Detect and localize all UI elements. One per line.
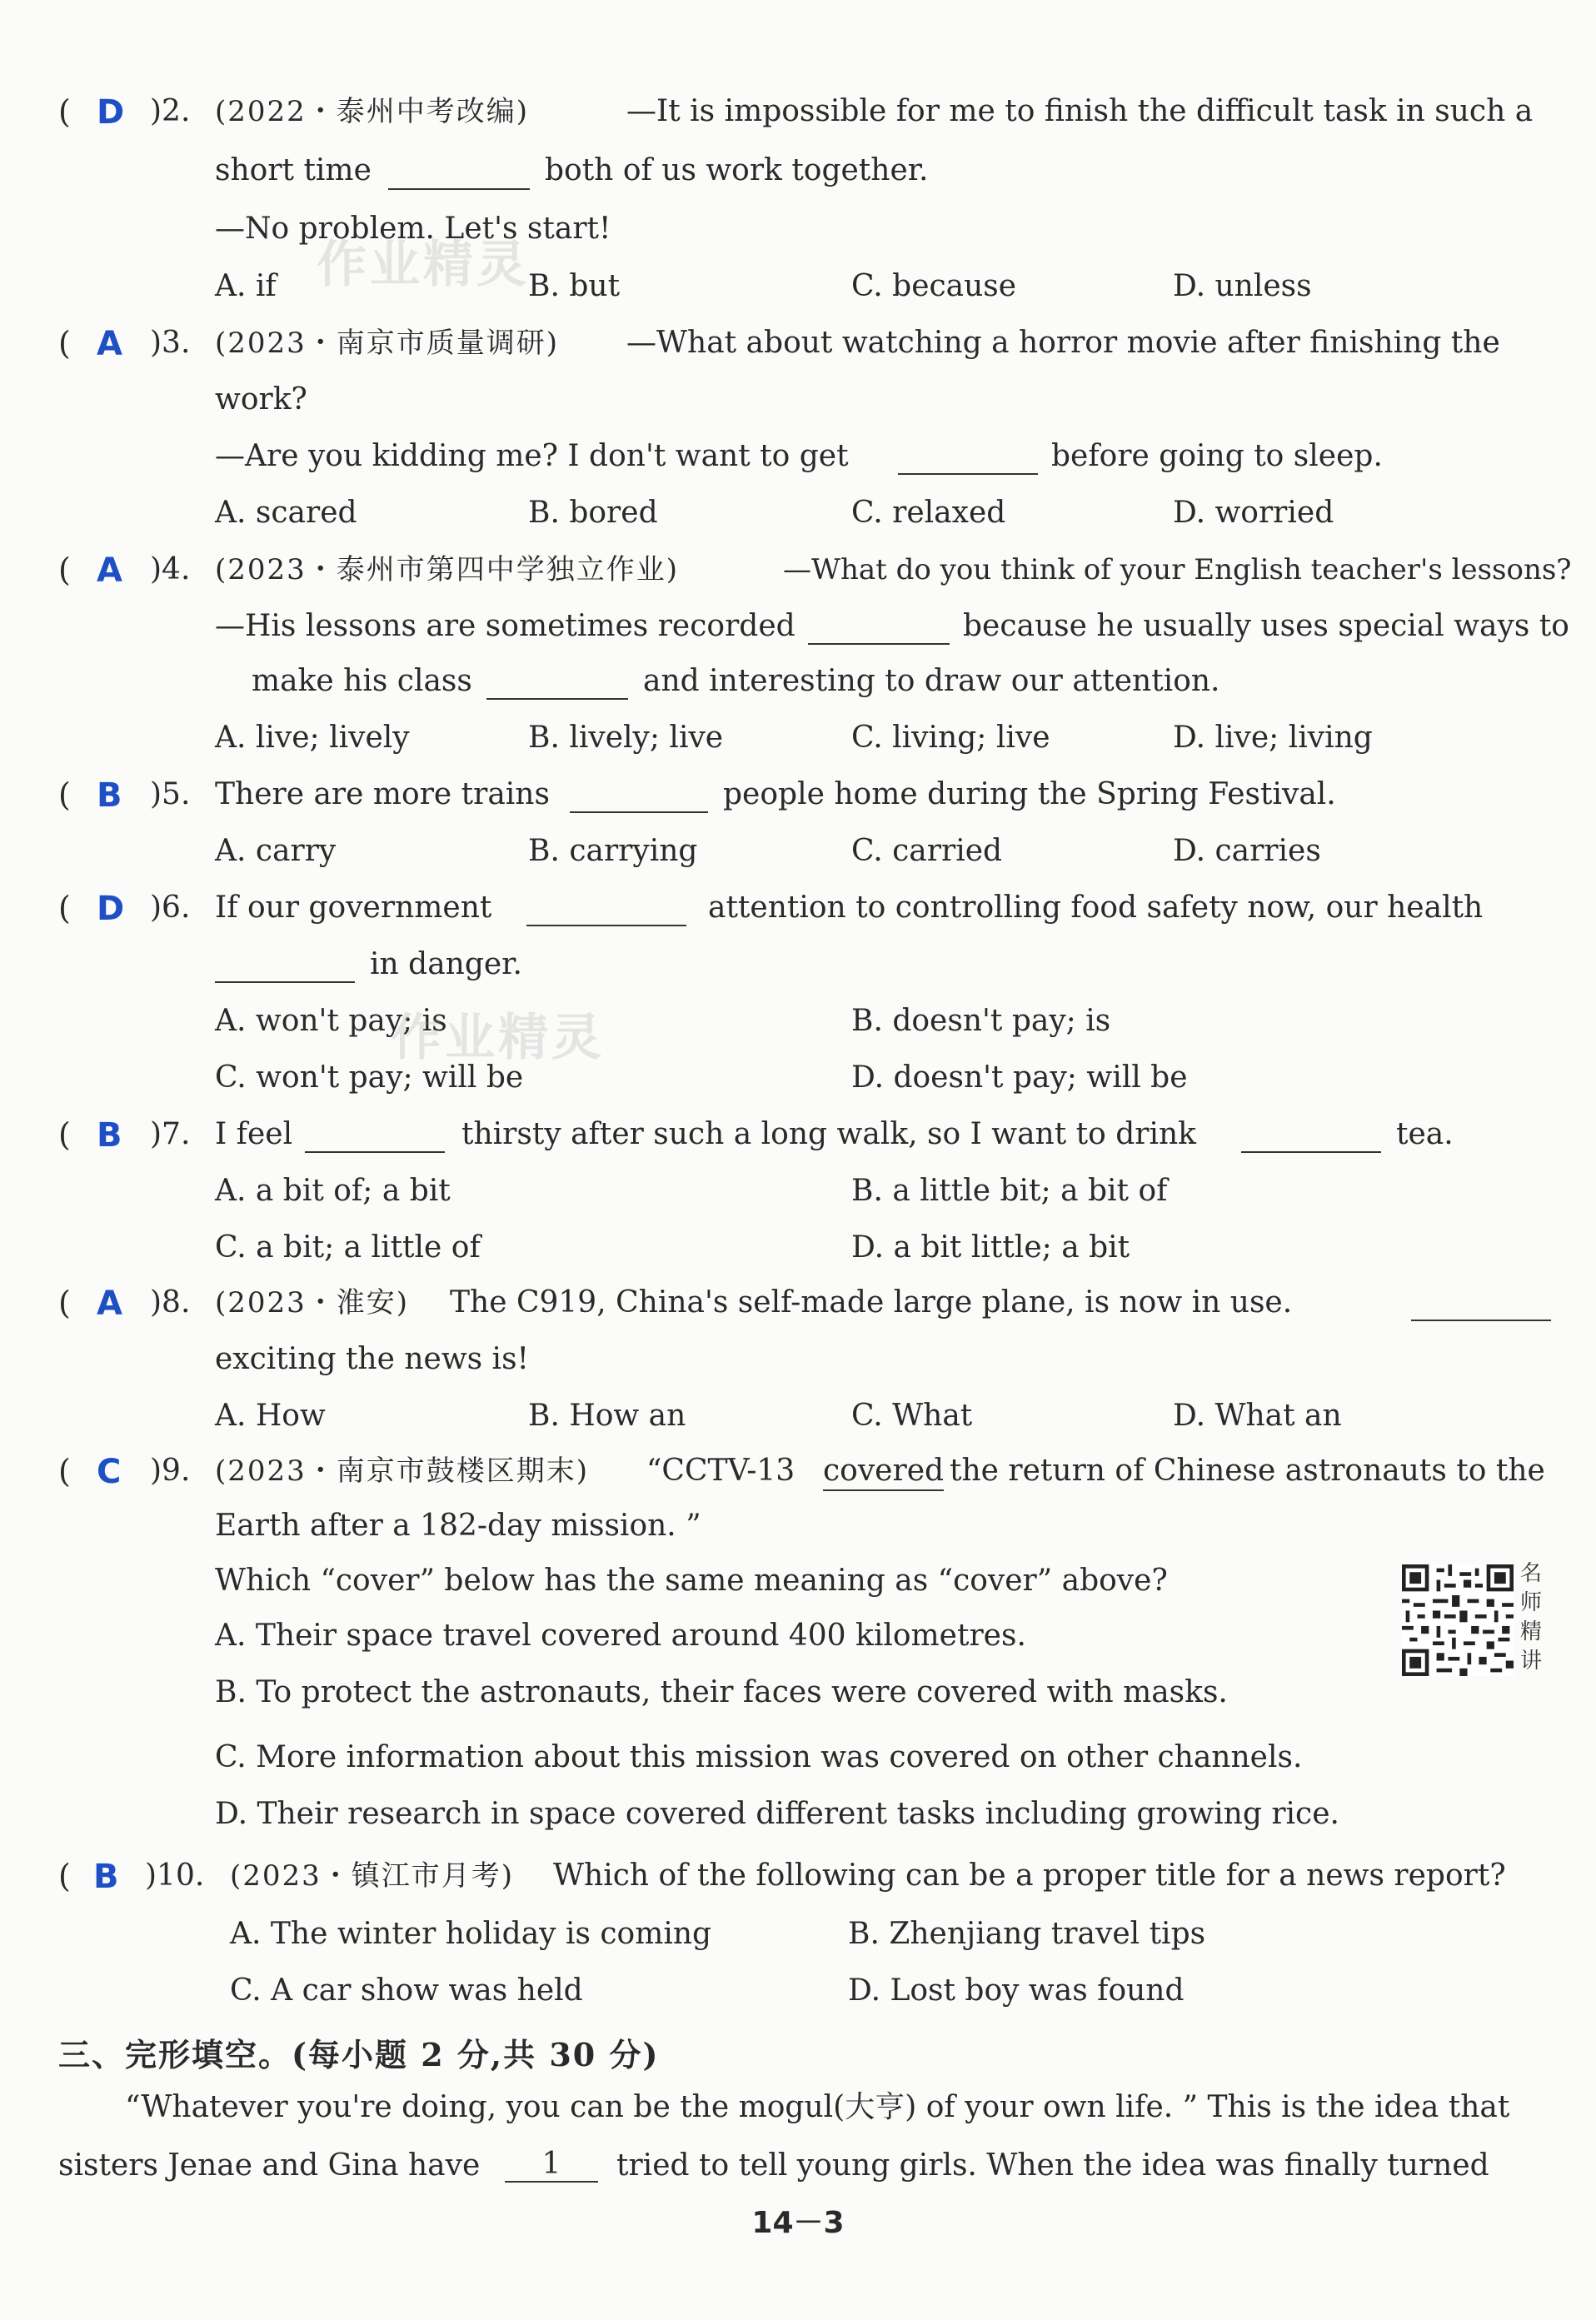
question-text: Earth after a 182-day mission. ” xyxy=(215,1509,701,1543)
watermark-text: 作业精灵 xyxy=(317,236,530,294)
option-d[interactable]: D. Lost boy was found xyxy=(848,1973,1185,2008)
question-text: —No problem. Let's start! xyxy=(215,212,611,246)
answer-q4: A xyxy=(97,551,122,590)
option-b[interactable]: B. Zhenjiang travel tips xyxy=(848,1917,1206,1951)
question-number: )4. xyxy=(150,552,191,586)
option-b[interactable]: B. a little bit; a bit of xyxy=(851,1174,1168,1208)
answer-q8: A xyxy=(97,1285,122,1323)
question-text: —It is impossible for me to finish the difficult task in such a xyxy=(626,94,1534,128)
question-text: make his class xyxy=(252,664,472,698)
answer-paren-open: ( xyxy=(58,776,71,813)
question-text: exciting the news is! xyxy=(215,1342,530,1376)
option-b[interactable]: B. How an xyxy=(528,1399,686,1433)
option-d[interactable]: D. carries xyxy=(1173,834,1321,868)
option-c[interactable]: C. living; live xyxy=(851,721,1050,755)
question-text: —Are you kidding me? I don't want to get xyxy=(215,439,849,473)
option-a[interactable]: A. won't pay; is xyxy=(215,1004,447,1038)
answer-blank[interactable] xyxy=(486,673,628,700)
answer-q6: D xyxy=(97,890,125,928)
option-c[interactable]: C. a bit; a little of xyxy=(215,1230,481,1265)
option-b[interactable]: B. carrying xyxy=(528,834,698,868)
question-text: before going to sleep. xyxy=(1051,439,1383,473)
answer-paren-open: ( xyxy=(58,1453,71,1489)
question-text: both of us work together. xyxy=(545,153,929,187)
question-text: —What do you think of your English teacher's lessons? xyxy=(783,553,1572,586)
answer-paren-open: ( xyxy=(58,551,71,588)
qr-label: 名师精讲 xyxy=(1520,1561,1543,1674)
option-d[interactable]: D. doesn't pay; will be xyxy=(851,1060,1188,1095)
question-text: Which of the following can be a proper title for a news report? xyxy=(553,1858,1506,1893)
option-c[interactable]: C. More information about this mission was covered on other channels. xyxy=(215,1740,1303,1774)
option-d[interactable]: D. live; living xyxy=(1173,721,1373,755)
option-c[interactable]: C. carried xyxy=(851,834,1003,868)
page-number: 14－3 xyxy=(751,2206,845,2240)
option-d[interactable]: D. unless xyxy=(1173,269,1312,303)
question-source: (2023・南京市鼓楼区期末) xyxy=(215,1454,590,1488)
answer-blank[interactable] xyxy=(388,163,530,190)
answer-paren-open: ( xyxy=(58,890,71,926)
answer-paren-open: ( xyxy=(58,1116,71,1153)
question-text: thirsty after such a long walk, so I want to drink xyxy=(461,1117,1196,1151)
question-source: (2023・镇江市月考) xyxy=(230,1859,515,1893)
answer-q10: B xyxy=(93,1858,119,1896)
question-text: I feel xyxy=(215,1117,293,1151)
option-b[interactable]: B. bored xyxy=(528,496,658,530)
option-c[interactable]: C. What xyxy=(851,1399,973,1433)
answer-paren-open: ( xyxy=(58,1858,71,1894)
question-number: )3. xyxy=(150,326,191,360)
question-number: )5. xyxy=(150,777,191,811)
answer-blank[interactable] xyxy=(526,900,686,926)
option-a[interactable]: A. How xyxy=(215,1399,326,1433)
question-text: because he usually uses special ways to xyxy=(963,609,1569,643)
answer-blank[interactable] xyxy=(215,956,355,983)
question-text: the return of Chinese astronauts to the xyxy=(950,1454,1545,1488)
answer-paren-open: ( xyxy=(58,93,71,130)
answer-blank[interactable] xyxy=(570,786,708,813)
option-a[interactable]: A. scared xyxy=(215,496,357,530)
question-text: work? xyxy=(215,382,307,417)
answer-q3: A xyxy=(97,325,122,363)
question-source: (2023・泰州市第四中学独立作业) xyxy=(215,553,680,586)
question-text: —What about watching a horror movie after finishing the xyxy=(626,326,1500,360)
question-text: people home during the Spring Festival. xyxy=(723,777,1336,811)
option-a[interactable]: A. Their space travel covered around 400 kilometres. xyxy=(215,1619,1026,1653)
answer-blank[interactable] xyxy=(305,1126,445,1153)
question-text: Which “cover” below has the same meaning as “cover” above? xyxy=(215,1564,1168,1598)
question-source: (2023・南京市质量调研) xyxy=(215,327,560,360)
qr-code-icon[interactable] xyxy=(1402,1564,1514,1676)
answer-q2: D xyxy=(97,93,125,132)
question-text: There are more trains xyxy=(215,777,550,811)
option-b[interactable]: B. doesn't pay; is xyxy=(851,1004,1111,1038)
passage-text: tried to tell young girls. When the idea was finally turned xyxy=(616,2148,1489,2183)
option-a[interactable]: A. carry xyxy=(215,834,337,868)
question-number: )7. xyxy=(150,1117,191,1151)
option-d[interactable]: D. What an xyxy=(1173,1399,1342,1433)
watermark-text: 作业精灵 xyxy=(392,1009,605,1067)
question-number: )2. xyxy=(150,94,191,128)
answer-q7: B xyxy=(97,1116,122,1155)
option-d[interactable]: D. Their research in space covered different tasks including growing rice. xyxy=(215,1797,1339,1831)
question-text: in danger. xyxy=(370,947,522,981)
answer-q9: C xyxy=(97,1453,122,1491)
option-c[interactable]: C. won't pay; will be xyxy=(215,1060,524,1095)
answer-paren-open: ( xyxy=(58,325,71,362)
question-text: and interesting to draw our attention. xyxy=(643,664,1220,698)
question-number: )9. xyxy=(150,1454,191,1488)
answer-blank[interactable] xyxy=(898,448,1038,475)
cloze-blank-1[interactable]: 1 xyxy=(505,2148,598,2183)
option-b[interactable]: B. To protect the astronauts, their faces were covered with masks. xyxy=(215,1675,1228,1709)
answer-blank[interactable] xyxy=(808,618,950,645)
question-number: )10. xyxy=(145,1858,205,1893)
answer-q5: B xyxy=(97,776,122,815)
question-source: (2022・泰州中考改编) xyxy=(215,95,530,128)
question-text: The C919, China's self-made large plane, is now in use. xyxy=(450,1285,1293,1320)
option-d[interactable]: D. a bit little; a bit xyxy=(851,1230,1130,1265)
answer-blank[interactable] xyxy=(1411,1295,1551,1321)
answer-blank[interactable] xyxy=(1241,1126,1381,1153)
question-text: attention to controlling food safety now, our health xyxy=(708,891,1484,925)
option-a[interactable]: A. a bit of; a bit xyxy=(215,1174,451,1208)
option-a[interactable]: A. if xyxy=(215,269,277,303)
option-c[interactable]: C. relaxed xyxy=(851,496,1006,530)
option-c[interactable]: C. because xyxy=(851,269,1017,303)
question-source: (2023・淮安) xyxy=(215,1286,410,1320)
question-text: “CCTV-13 xyxy=(646,1454,796,1488)
option-d[interactable]: D. worried xyxy=(1173,496,1334,530)
question-text: —His lessons are sometimes recorded xyxy=(215,609,796,643)
question-number: )8. xyxy=(150,1285,191,1320)
option-c[interactable]: C. A car show was held xyxy=(230,1973,583,2008)
passage-text: “Whatever you're doing, you can be the mogul(大亨) of your own life. ” This is the idea that xyxy=(125,2090,1510,2124)
underlined-word: covered xyxy=(823,1453,944,1491)
option-a[interactable]: A. live; lively xyxy=(215,721,410,755)
question-text: short time xyxy=(215,153,372,187)
question-text: tea. xyxy=(1396,1117,1454,1151)
option-a[interactable]: A. The winter holiday is coming xyxy=(230,1917,712,1951)
question-number: )6. xyxy=(150,891,191,925)
answer-paren-open: ( xyxy=(58,1285,71,1321)
passage-text: sisters Jenae and Gina have xyxy=(58,2148,481,2183)
option-b[interactable]: B. but xyxy=(528,269,621,303)
section-title: 三、完形填空。(每小题 2 分,共 30 分) xyxy=(58,2036,660,2073)
option-b[interactable]: B. lively; live xyxy=(528,721,724,755)
question-text: If our government xyxy=(215,891,492,925)
